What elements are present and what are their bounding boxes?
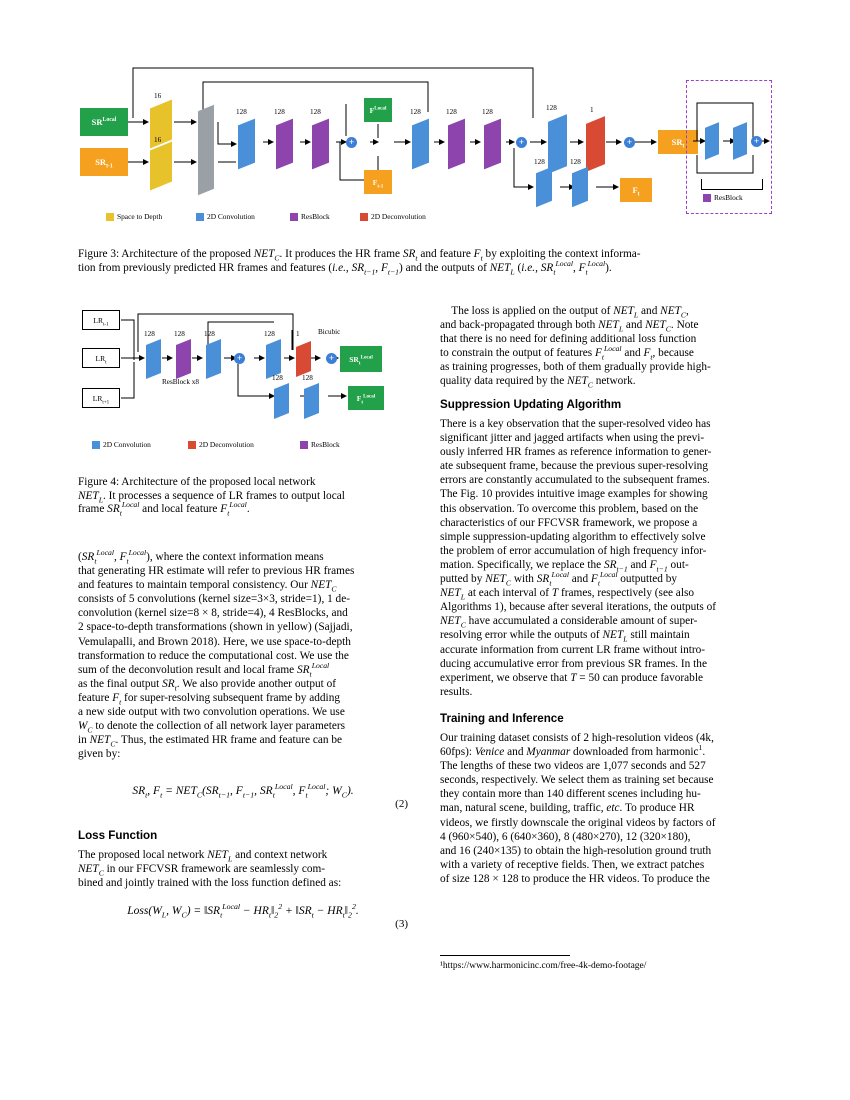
fig3-add-3: + [624,137,635,148]
equation-3: $Loss(W_L$, $W_C$) = $‖SR_t^{Local}$ − $HR_t‖_2^2$ + $‖SR_t$ − $HR_t‖_2^2$. [127,902,359,920]
fig3-add-2: + [516,137,527,148]
fig3-legend-item-3 [360,212,426,221]
fig4-conv-5 [304,383,319,419]
fig4-legend-label-deconv: 2D Deconvolution [199,440,254,449]
fig3-input-sr-prev: $SR_{t-1}$ [80,148,128,176]
legend-swatch-space-to-depth [106,213,114,221]
fig4-add-1: + [234,353,245,364]
fig3-label-128-7: 128 [546,104,557,112]
left-column-paragraph-1: ($SR_t^{Local}$, $F_t^{Local}$), where the context information means that generating HR estimate will refer to previous HR frames and features to maintain temporal consistency. Our $NET_C$ consists of 5 convolutions (kernel size=3×3, stride=1), 1 de- convolution (kernel size=8 × 8, stride=4), 4 ResBlocks, and 2 space-to-depth transformations (shown in yellow) (Sajjadi, Vemulapalli, and Brown 2018). Here, we use space-to-depth transformation to reduce the computational cost. We use the sum of the deconvolution result and local frame $SR_t^{Local}$ as the final output $SR_t$. We also provide another output of feature $F_t$ for super-resolving subsequent frame by adding a new side output with two convolution operations. We use $W_C$ to denote the collection of all network layer parameters in $NET_C$. Thus, the estimated HR frame and feature can be given by: [78,548,355,761]
figure-3-caption [78,248,772,275]
fig3-inset-conv-1 [705,122,719,160]
fig4-resblock-note: ResBlock x8 [162,378,199,386]
equation-2-block [78,782,408,810]
fig3-add-1: + [346,137,357,148]
fig4-label-128-3: 128 [204,330,215,338]
fig3-label-16-a: 16 [154,92,162,100]
fig4-label-128-2: 128 [174,330,185,338]
fig3-inset-conv-2 [733,122,747,160]
fig3-label-128-5: 128 [446,108,457,116]
resblock-swatch-icon [703,194,711,202]
footnote-rule [440,955,570,956]
fig3-conv-4 [536,167,552,207]
fig3-label-128-3: 128 [310,108,321,116]
legend-label-space-to-depth: Space to Depth [117,212,163,221]
fig4-label-128-6: 128 [302,374,313,382]
heading-loss-function: Loss Function [78,829,158,842]
fig3-resblock-3 [448,119,465,170]
legend-swatch-resblock [290,213,298,221]
equation-2: $SR_t$, $F_t = NET_C(SR_{t-1}$, $F_{t-1}$, $SR_t^{Local}$, $F_t^{Local}$; $W_C$). [132,782,354,800]
fig4-label-128-4: 128 [264,330,275,338]
fig4-legend-item-2 [300,440,340,449]
fig3-resblock-4 [484,119,501,170]
figure-3-caption-line-2: tion from previously predicted HR frames and features (i.e., $SR_{t-1}$, $F_{t-1}$) and the outputs of $NET_L$ (i.e., $SR_t^{Local}$, $F_t^{Local}$). [78,258,612,276]
fig4-conv-2 [206,339,221,379]
fig3-output-sr-t: $SR_t$ [658,130,698,154]
figure-3-diagram [78,52,772,242]
fig4-label-128-1: 128 [144,330,155,338]
fig3-label-128-6: 128 [482,108,493,116]
legend-swatch-deconv [188,441,196,449]
heading-suppression-updating: Suppression Updating Algorithm [440,398,622,411]
fig3-inset-legend [703,193,743,202]
fig3-input-sr-local: $SR^{Local}$ [80,108,128,136]
fig4-legend-label-resblock: ResBlock [311,440,340,449]
fig3-resblock-2 [312,119,329,170]
fig3-label-128-9: 128 [570,158,581,166]
right-column-paragraph-2: There is a key observation that the super-resolved video has significant jitter and jagged artifacts when using the previ- ously inferred HR frames as reference information to gener- ate subsequent frame, because the previous super-resolving errors are constantly accumulated to the subsequent frames. The Fig. 10 provides intuitive image examples for showing this observation. To overcome this problem, based on the characteristics of our FFCVSR framework, we propose a simple suppression-updating algorithm to effectively solve the problem of error accumulation of high frequency infor- mation. Specifically, we replace the $SR_{t-1}$ and $F_{t-1}$ out- putted by $NET_C$ with $SR_t^{Local}$ and $F_t^{Local}$ outputted by $NET_L$ at each interval of T frames, respectively (see also Algorithms 1), because after several iterations, the outputs of $NET_C$ have accumulated a considerable amount of super- resolving error while the outputs of $NET_L$ still maintain accurate information from current LR frame without intro- ducing accumulative error from previous SR frames. In the experiment, we observe that T = 50 can produce favorable results. [440,418,717,698]
fig3-label-1: 1 [590,106,594,114]
fig4-conv-1 [146,339,161,379]
fig3-inset-label: ResBlock [714,193,743,202]
fig4-conv-4 [274,383,289,419]
figure-4-diagram [78,300,408,460]
figure-3-caption-line-1: Figure 3: Architecture of the proposed $NET_C$. It produces the HR frame $SR_t$ and feature $F_t$ by exploiting the context informa- [78,248,641,263]
legend-swatch-conv [92,441,100,449]
fig4-legend-label-conv: 2D Convolution [103,440,151,449]
fig4-deconv-1 [296,341,311,377]
fig3-resblock-inset [686,80,772,214]
fig3-conv-3 [548,114,567,174]
equation-3-block [78,902,408,930]
fig3-inset-add: + [751,136,762,147]
fig3-legend-item-0 [106,212,162,221]
fig3-conv-1 [238,119,255,170]
fig4-input-lr-t: $LR_t$ [82,348,120,368]
figure-4-caption [78,476,408,517]
legend-swatch-resblock [300,441,308,449]
legend-label-conv: 2D Convolution [207,212,255,221]
fig3-output-f-t: $F_t$ [620,178,652,202]
legend-swatch-conv [196,213,204,221]
heading-training-inference: Training and Inference [440,712,564,725]
fig3-label-16-b: 16 [154,136,162,144]
right-column-paragraph-1: The loss is applied on the output of $NET_L$ and $NET_C$, and back-propagated through both $NET_L$ and $NET_C$. Note that there is no need for defining additional loss function to constrain the output of features $F_t^{Local}$ and $F_t$, because as training progresses, both of them gradually provide high- quality data required by the $NET_C$ network. [440,305,711,390]
fig3-conv-5 [572,167,588,207]
fig3-f-local: $F^{Local}$ [364,98,392,122]
figure-4-connections [78,300,408,460]
legend-swatch-deconv [360,213,368,221]
fig3-f-prev: $F_{t-1}$ [364,170,392,194]
legend-label-deconv: 2D Deconvolution [371,212,426,221]
fig4-input-lr-next: $LR_{t+1}$ [82,388,120,408]
fig4-label-128-5: 128 [272,374,283,382]
fig3-label-128-2: 128 [274,108,285,116]
fig3-conv-2 [412,119,429,170]
fig3-inset-brace [701,179,763,190]
fig4-output-sr-local: $SR_t^{Local}$ [340,346,382,372]
fig4-add-2: + [326,353,337,364]
fig4-input-lr-prev: $LR_{t-1}$ [82,310,120,330]
footnote: ¹https://www.harmonicinc.com/free-4k-demo-footage/ [440,961,647,971]
left-column-paragraph-2: The proposed local network $NET_L$ and context network $NET_C$ in our FFCVSR framework are seamlessly com- bined and jointly trained with the loss function defined as: [78,849,342,890]
fig4-output-f-local: $F_t^{Local}$ [348,386,384,410]
fig4-legend-item-0 [92,440,151,449]
equation-2-number: (2) [395,798,408,810]
legend-label-resblock: ResBlock [301,212,330,221]
fig4-bicubic-note: Bicubic [318,328,341,336]
fig3-legend-item-2 [290,212,330,221]
fig3-concat-2 [198,145,214,195]
equation-3-number: (3) [395,918,408,930]
fig3-label-128-4: 128 [410,108,421,116]
fig4-label-1: 1 [296,330,300,338]
figure-4-caption-line-3: frame $SR_t^{Local}$ and local feature $F_t^{Local}$. [78,500,250,518]
fig3-legend-item-1 [196,212,255,221]
fig3-resblock-1 [276,119,293,170]
fig3-deconv-1 [586,116,605,172]
fig3-label-128-8: 128 [534,158,545,166]
figure-4-caption-line-1: Figure 4: Architecture of the proposed local network [78,476,316,488]
fig3-label-128-1: 128 [236,108,247,116]
fig4-legend-item-1 [188,440,254,449]
figure-4-caption-line-2: $NET_L$. It processes a sequence of LR frames to output local [78,489,345,504]
right-column-paragraph-3: Our training dataset consists of 2 high-resolution videos (4k, 60fps): Venice and Myanmar downloaded from harmonic$^1$. The lengths of these two videos are 1,077 seconds and 527 seconds, respectively. We select them as training set because they contain more than 140 different scenes including hu- man, natural scene, building, traffic, etc. To produce HR videos, we firstly downscale the original videos by factors of 4 (960×540), 6 (640×360), 8 (480×270), 12 (320×180), and 16 (240×135) to obtain the high-resolution ground truth with a variety of receptive fields. Then, we extract patches of size 128 × 128 to produce the HR videos. To produce the [440,732,716,885]
fig4-resblock-1 [176,339,191,379]
